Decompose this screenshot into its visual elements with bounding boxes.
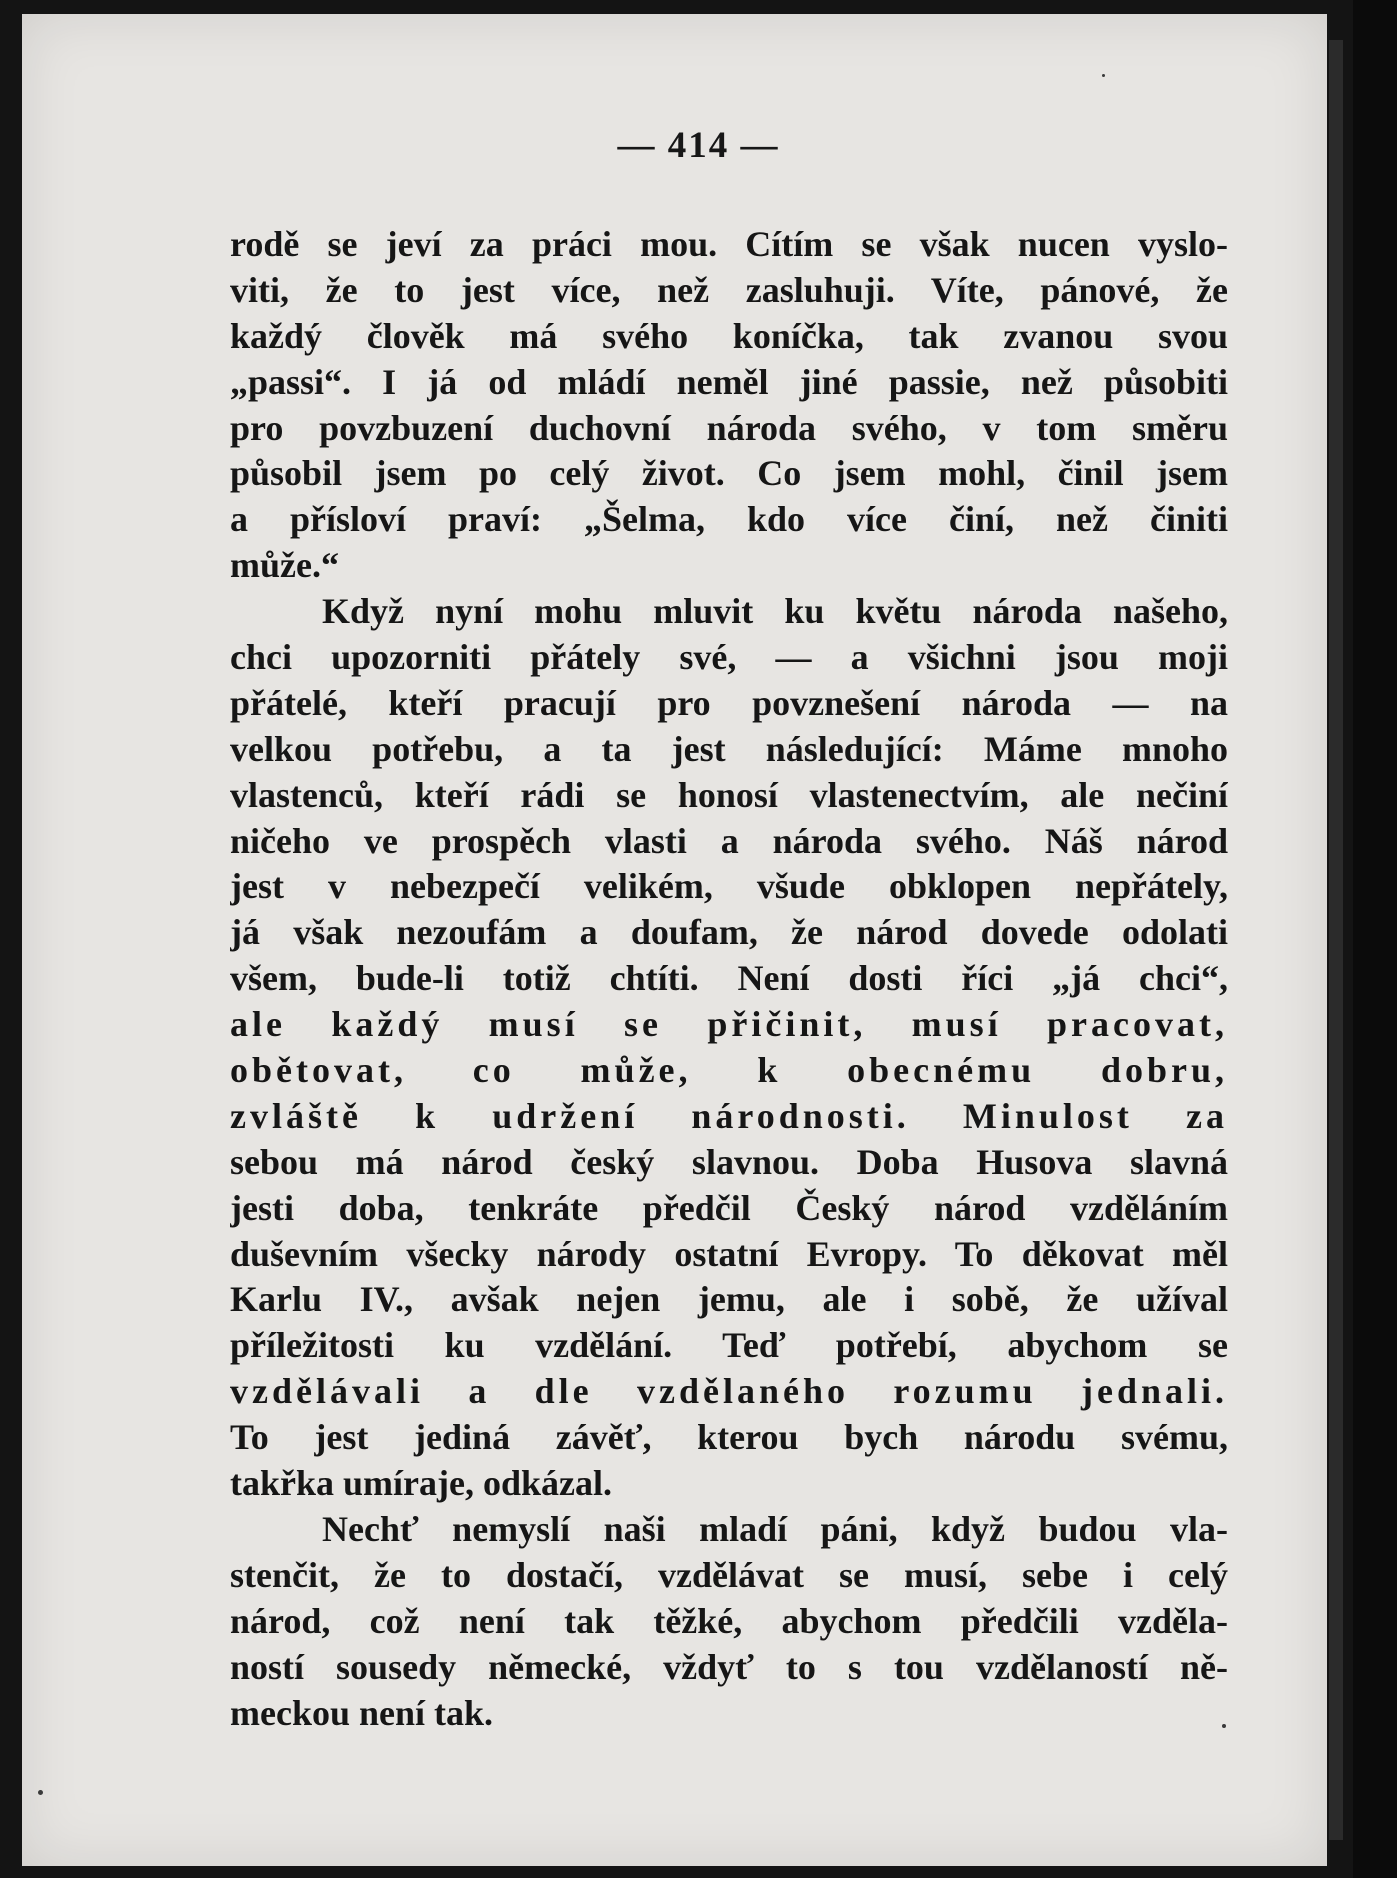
text-line: každý člověk má svého koníčka, tak zvanou svou — [230, 315, 1228, 356]
emphasized-text-line: zvláště k udržení národnosti. Minulost za — [230, 1095, 1228, 1136]
page-edge-shadow — [1329, 40, 1343, 1840]
scan-border — [1353, 0, 1397, 1878]
text-line: ničeho ve prospěch vlasti a národa svého. Náš národ — [230, 820, 1228, 861]
text-line: příležitosti ku vzdělání. Teď potřebí, abychom se — [230, 1325, 1228, 1366]
text-line: duševním všecky národy ostatní Evropy. To děkovat měl — [230, 1233, 1228, 1274]
text-line: velkou potřebu, a ta jest následující: Máme mnoho — [230, 728, 1228, 769]
text-line: „passi“. I já od mládí neměl jiné passie, než působiti — [230, 361, 1228, 402]
text-line: vlastenců, kteří rádi se honosí vlastenectvím, ale nečiní — [230, 774, 1228, 815]
text-line: jesti doba, tenkráte předčil Český národ vzděláním — [230, 1187, 1228, 1228]
paragraph-first-line: Nechť nemyslí naši mladí páni, když budou vla- — [322, 1508, 1228, 1549]
text-line: a přísloví praví: „Šelma, kdo více činí, než činiti — [230, 499, 1228, 540]
text-line: pro povzbuzení duchovní národa svého, v tom směru — [230, 407, 1228, 448]
body-text — [230, 222, 1228, 1736]
text-line: rodě se jeví za práci mou. Cítím se však nucen vyslo- — [230, 224, 1228, 264]
emphasized-text-line: obětovat, co může, k obecnému dobru, — [230, 1050, 1228, 1091]
text-line: přátelé, kteří pracují pro povznešení národa — na — [230, 682, 1228, 723]
ink-speck — [1102, 74, 1105, 77]
text-line: národ, což není tak těžké, abychom předčili vzděla- — [230, 1600, 1228, 1641]
text-line: chci upozorniti přátely své, — a všichni jsou moji — [230, 637, 1228, 678]
text-line: já však nezoufám a doufam, že národ dovede odolati — [230, 912, 1228, 953]
page-number: — 414 — — [617, 125, 780, 166]
ink-speck — [38, 1790, 43, 1795]
emphasized-text-line: vzdělávali a dle vzdělaného rozumu jednali. — [230, 1371, 1228, 1412]
text-line: meckou není tak. — [230, 1692, 494, 1733]
text-line: všem, bude-li totiž chtíti. Není dosti říci „já chci“, — [230, 958, 1228, 999]
text-line: Karlu IV., avšak nejen jemu, ale i sobě, že užíval — [230, 1279, 1228, 1320]
emphasized-text-line: ale každý musí se přičinit, musí pracovat, — [230, 1004, 1228, 1045]
text-line: sebou má národ český slavnou. Doba Husova slavná — [230, 1141, 1228, 1182]
paragraph-first-line: Když nyní mohu mluvit ku květu národa našeho, — [322, 591, 1228, 632]
text-line: ností sousedy německé, vždyť to s tou vzdělaností ně- — [230, 1646, 1228, 1687]
text-line: stenčit, že to dostačí, vzdělávat se musí, sebe i celý — [230, 1554, 1228, 1595]
text-line: jest v nebezpečí velikém, všude obklopen nepřátely, — [230, 866, 1228, 907]
text-line: působil jsem po celý život. Co jsem mohl, činil jsem — [230, 453, 1228, 494]
text-line: To jest jediná závěť, kterou bych národu svému, — [230, 1417, 1228, 1458]
text-line: takřka umíraje, odkázal. — [230, 1463, 612, 1504]
text-line: může.“ — [230, 545, 339, 586]
text-line: viti, že to jest více, než zasluhuji. Víte, pánové, že — [230, 269, 1228, 310]
